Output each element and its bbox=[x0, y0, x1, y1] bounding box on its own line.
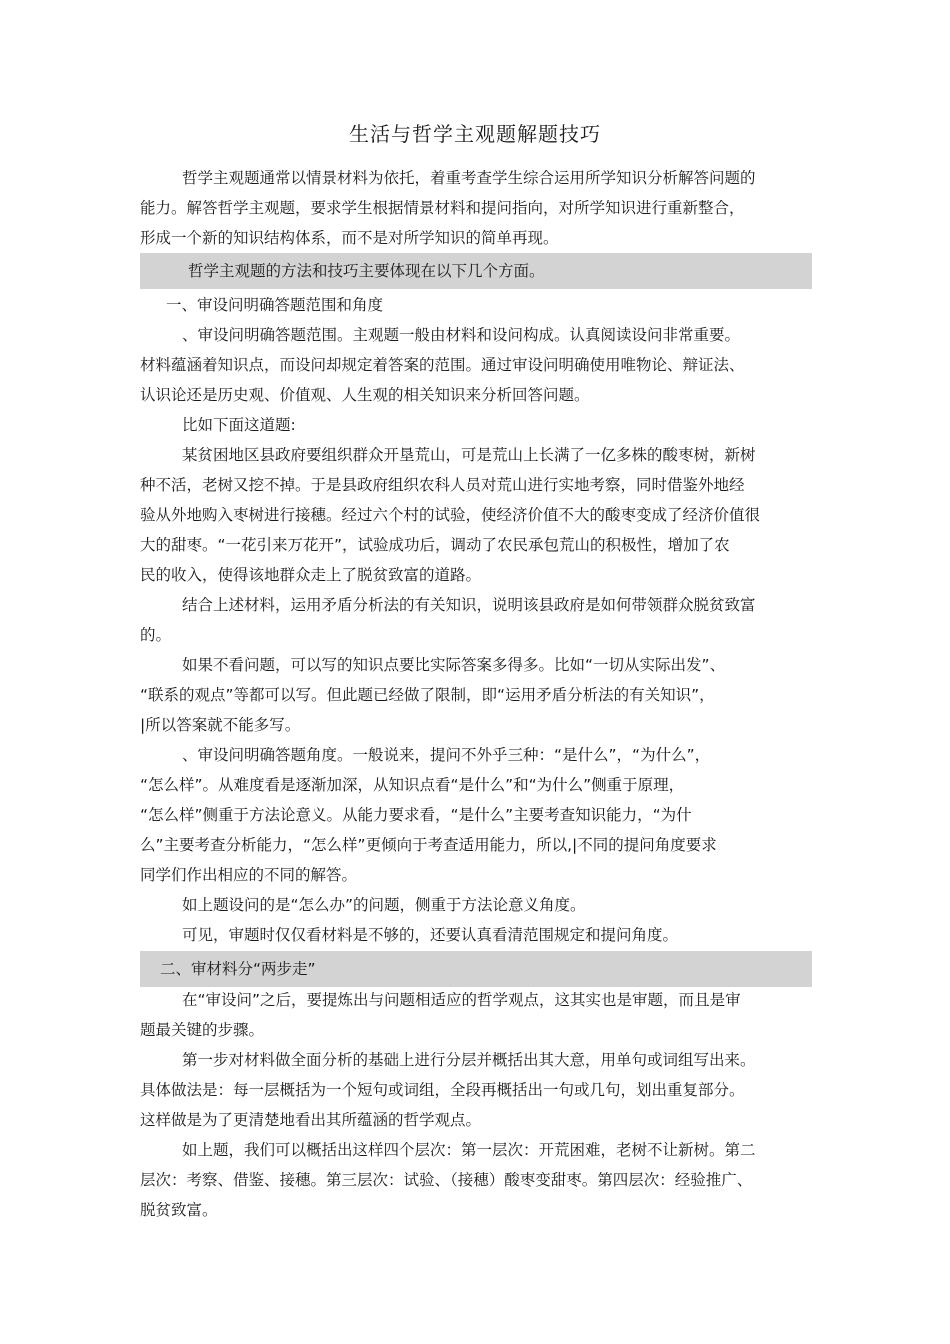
section-heading: 二、审材料分“两步走” bbox=[160, 960, 316, 978]
text-line: 具体做法是：每一层概括为一个短句或词组，全段再概括出一句或几句，划出重复部分。 bbox=[140, 1081, 745, 1099]
text-line: 可见，审题时仅仅看材料是不够的，还要认真看清范围规定和提问角度。 bbox=[182, 926, 679, 944]
text-line: 在“审设问”之后，要提炼出与问题相适应的哲学观点，这其实也是审题，而且是审 bbox=[182, 991, 741, 1009]
text-line: “联系的观点”等都可以写。但此题已经做了限制，即“运用矛盾分析法的有关知识”， bbox=[140, 686, 715, 704]
text-line: 、审设问明确答题范围。主观题一般由材料和设问构成。认真阅读设问非常重要。 bbox=[182, 326, 741, 344]
text-line: 民的收入，使得该地群众走上了脱贫致富的道路。 bbox=[140, 566, 482, 584]
text-line: 比如下面这道题: bbox=[182, 416, 296, 434]
section-one bbox=[140, 290, 812, 950]
text-line: 如果不看问题，可以写的知识点要比实际答案多得多。比如“一切从实际出发”、 bbox=[182, 656, 726, 674]
text-line: “怎么样”。从难度看是逐渐加深，从知识点看“是什么”和“为什么”侧重于原理， bbox=[140, 776, 685, 794]
text-line: 种不活，老树又挖不掉。于是县政府组织农科人员对荒山进行实地考察，同时借鉴外地经 bbox=[140, 476, 745, 494]
band-text: 哲学主观题的方法和技巧主要体现在以下几个方面。 bbox=[188, 262, 545, 280]
text-line: “怎么样”侧重于方法论意义。从能力要求看，“是什么”主要考查知识能力，“为什 bbox=[140, 806, 692, 824]
text-line: 哲学主观题通常以情景材料为依托，着重考查学生综合运用所学知识分析解答问题的 bbox=[182, 169, 756, 187]
text-line: 的。 bbox=[140, 626, 172, 644]
text-line: 如上题设问的是“怎么办”的问题，侧重于方法论意义角度。 bbox=[182, 896, 586, 914]
text-line: 同学们作出相应的不同的解答。 bbox=[140, 866, 358, 884]
text-line: 某贫困地区县政府要组织群众开垦荒山，可是荒山上长满了一亿多株的酸枣树，新树 bbox=[182, 446, 756, 464]
section-two bbox=[140, 985, 812, 1225]
text-line: 第一步对材料做全面分析的基础上进行分层并概括出其大意，用单句或词组写出来。 bbox=[182, 1051, 756, 1069]
intro-paragraph bbox=[140, 163, 812, 253]
highlight-band-methods bbox=[140, 253, 812, 289]
text-line: 能力。解答哲学主观题，要求学生根据情景材料和提问指向，对所学知识进行重新整合， bbox=[140, 199, 745, 217]
text-line: 层次：考察、借鉴、接穗。第三层次：试验、（接穗）酸枣变甜枣。第四层次：经验推广、 bbox=[140, 1171, 753, 1189]
text-line: 题最关键的步骤。 bbox=[140, 1021, 265, 1039]
text-line: 材料蕴涵着知识点，而设问却规定着答案的范围。通过审设问明确使用唯物论、辩证法、 bbox=[140, 356, 745, 374]
text-line: 验从外地购入枣树进行接穗。经过六个村的试验，使经济价值不大的酸枣变成了经济价值很 bbox=[140, 506, 761, 524]
text-line: 大的甜枣。“一花引来万花开”，试验成功后，调动了农民承包荒山的积极性，增加了农 bbox=[140, 536, 730, 554]
text-line: 、审设问明确答题角度。一般说来，提问不外乎三种：“是什么”，“为什么”， bbox=[182, 746, 711, 764]
text-line: 认识论还是历史观、价值观、人生观的相关知识来分析回答问题。 bbox=[140, 386, 590, 404]
text-line: 么”主要考查分析能力，“怎么样”更倾向于考查适用能力，所以,|不同的提问角度要求 bbox=[140, 836, 717, 854]
text-line: 如上题，我们可以概括出这样四个层次：第一层次：开荒困难，老树不让新树。第二 bbox=[182, 1141, 756, 1159]
text-line: 这样做是为了更清楚地看出其所蕴涵的哲学观点。 bbox=[140, 1111, 482, 1129]
text-line: 形成一个新的知识结构体系，而不是对所学知识的简单再现。 bbox=[140, 229, 559, 247]
highlight-band-section-two bbox=[140, 951, 812, 987]
section-heading: 一、审设问明确答题范围和角度 bbox=[166, 296, 384, 314]
text-line: 结合上述材料，运用矛盾分析法的有关知识，说明该县政府是如何带领群众脱贫致富 bbox=[182, 596, 756, 614]
text-line: 脱贫致富。 bbox=[140, 1201, 218, 1219]
page-title: 生活与哲学主观题解题技巧 bbox=[349, 122, 601, 146]
text-line: |所以答案就不能多写。 bbox=[140, 716, 301, 734]
